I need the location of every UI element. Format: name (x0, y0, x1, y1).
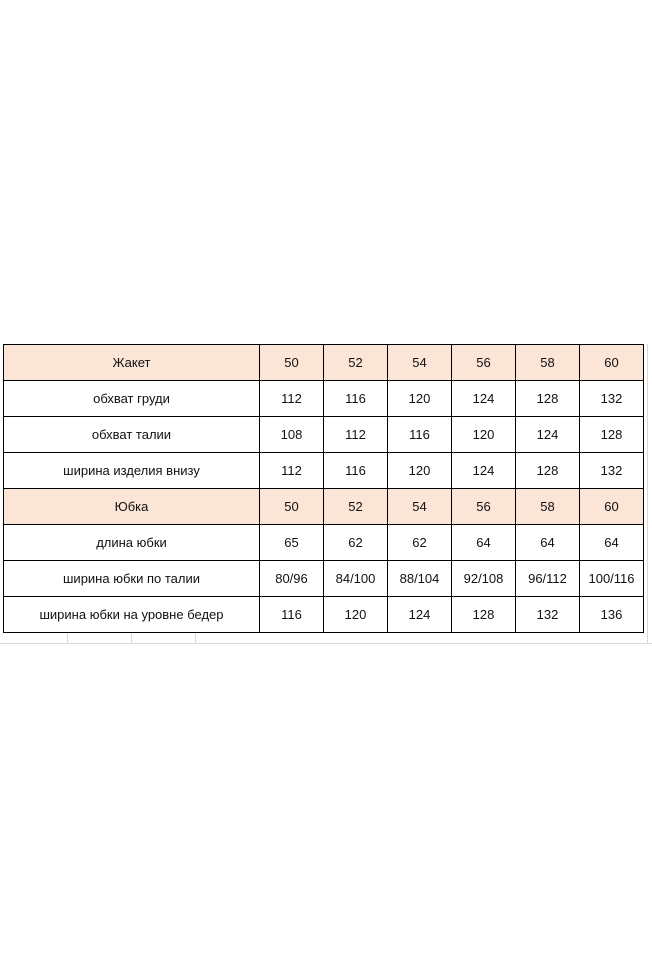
size-cell[interactable]: 54 (388, 345, 452, 381)
measure-label-hem-width[interactable]: ширина изделия внизу (4, 453, 260, 489)
table-row (4, 453, 644, 489)
measure-label-waist[interactable]: обхват талии (4, 417, 260, 453)
size-cell[interactable]: 54 (388, 489, 452, 525)
value-cell[interactable]: 92/108 (452, 561, 516, 597)
table-row (4, 561, 644, 597)
value-cell[interactable]: 112 (260, 453, 324, 489)
table-row (4, 525, 644, 561)
size-cell[interactable]: 56 (452, 489, 516, 525)
skirt-header-row (4, 489, 644, 525)
section-label-jacket[interactable]: Жакет (4, 345, 260, 381)
value-cell[interactable]: 64 (452, 525, 516, 561)
table-row (4, 381, 644, 417)
value-cell[interactable]: 132 (580, 381, 644, 417)
value-cell[interactable]: 124 (388, 597, 452, 633)
grid-line (0, 643, 652, 644)
value-cell[interactable]: 116 (324, 381, 388, 417)
value-cell[interactable]: 100/116 (580, 561, 644, 597)
size-cell[interactable]: 50 (260, 345, 324, 381)
measure-label-chest[interactable]: обхват груди (4, 381, 260, 417)
measure-label-skirt-hips[interactable]: ширина юбки на уровне бедер (4, 597, 260, 633)
value-cell[interactable]: 132 (516, 597, 580, 633)
value-cell[interactable]: 116 (388, 417, 452, 453)
value-cell[interactable]: 65 (260, 525, 324, 561)
value-cell[interactable]: 116 (260, 597, 324, 633)
value-cell[interactable]: 96/112 (516, 561, 580, 597)
size-chart-table (3, 344, 644, 633)
value-cell[interactable]: 62 (324, 525, 388, 561)
size-chart-body (4, 345, 644, 633)
size-cell[interactable]: 56 (452, 345, 516, 381)
jacket-header-row (4, 345, 644, 381)
section-label-skirt[interactable]: Юбка (4, 489, 260, 525)
value-cell[interactable]: 128 (516, 453, 580, 489)
value-cell[interactable]: 116 (324, 453, 388, 489)
value-cell[interactable]: 128 (516, 381, 580, 417)
value-cell[interactable]: 112 (260, 381, 324, 417)
size-cell[interactable]: 52 (324, 489, 388, 525)
table-row (4, 597, 644, 633)
value-cell[interactable]: 88/104 (388, 561, 452, 597)
value-cell[interactable]: 124 (516, 417, 580, 453)
size-cell[interactable]: 52 (324, 345, 388, 381)
grid-line (195, 632, 196, 644)
grid-line (647, 344, 648, 644)
value-cell[interactable]: 64 (516, 525, 580, 561)
value-cell[interactable]: 120 (452, 417, 516, 453)
value-cell[interactable]: 120 (388, 453, 452, 489)
value-cell[interactable]: 62 (388, 525, 452, 561)
value-cell[interactable]: 124 (452, 453, 516, 489)
value-cell[interactable]: 64 (580, 525, 644, 561)
size-cell[interactable]: 58 (516, 345, 580, 381)
value-cell[interactable]: 128 (580, 417, 644, 453)
value-cell[interactable]: 132 (580, 453, 644, 489)
value-cell[interactable]: 120 (324, 597, 388, 633)
measure-label-skirt-waist[interactable]: ширина юбки по талии (4, 561, 260, 597)
size-cell[interactable]: 50 (260, 489, 324, 525)
measure-label-skirt-length[interactable]: длина юбки (4, 525, 260, 561)
value-cell[interactable]: 124 (452, 381, 516, 417)
value-cell[interactable]: 80/96 (260, 561, 324, 597)
value-cell[interactable]: 136 (580, 597, 644, 633)
table-row (4, 417, 644, 453)
grid-line (131, 632, 132, 644)
value-cell[interactable]: 120 (388, 381, 452, 417)
size-cell[interactable]: 60 (580, 489, 644, 525)
value-cell[interactable]: 128 (452, 597, 516, 633)
grid-line (67, 632, 68, 644)
value-cell[interactable]: 84/100 (324, 561, 388, 597)
value-cell[interactable]: 108 (260, 417, 324, 453)
value-cell[interactable]: 112 (324, 417, 388, 453)
size-cell[interactable]: 60 (580, 345, 644, 381)
size-cell[interactable]: 58 (516, 489, 580, 525)
